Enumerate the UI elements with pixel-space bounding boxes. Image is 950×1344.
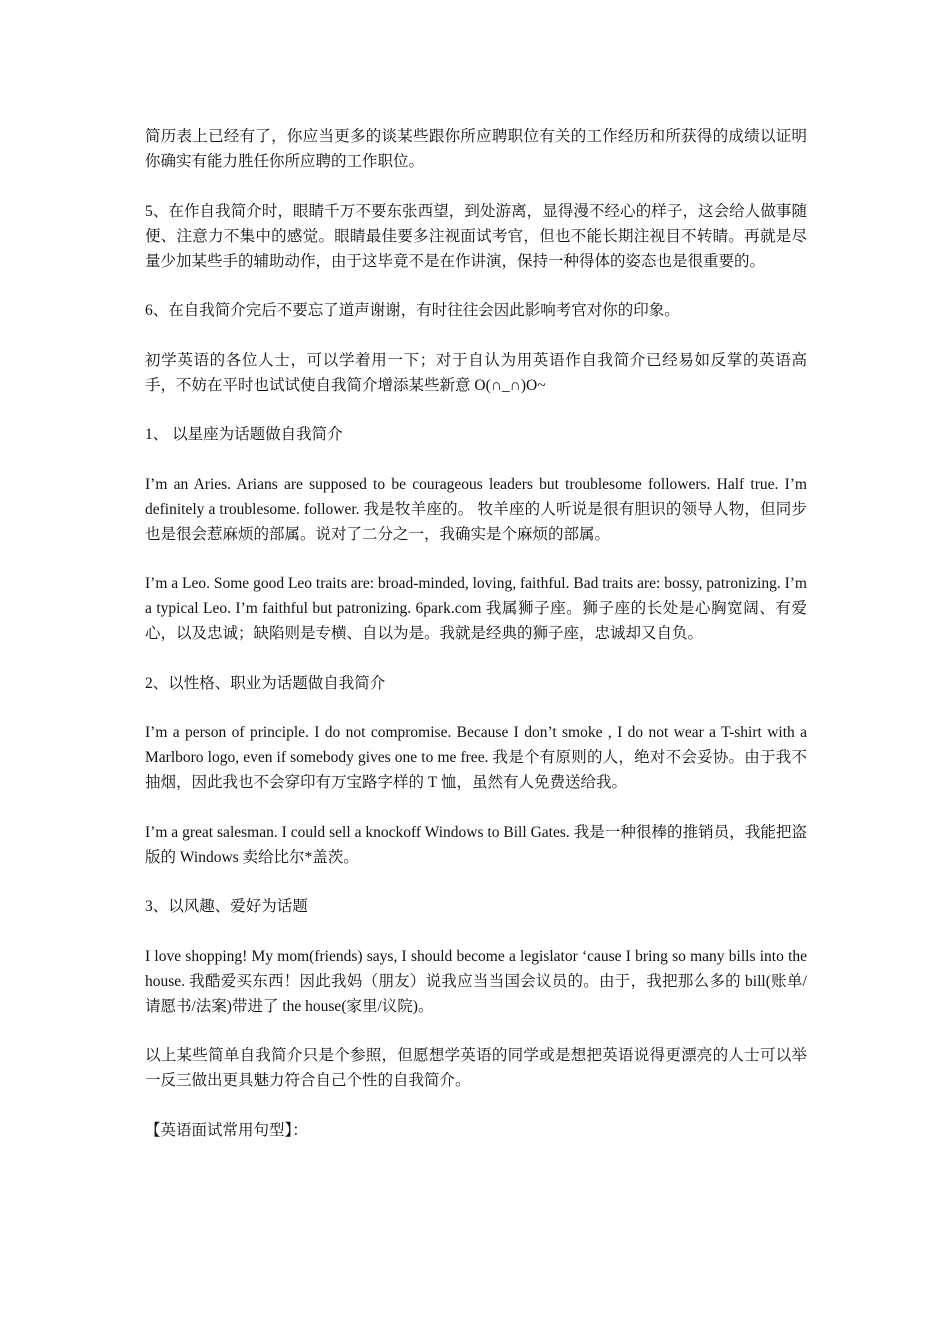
heading-personality-topic: 2、以性格、职业为话题做自我简介 (145, 674, 386, 692)
heading-zodiac-topic: 1、 以星座为话题做自我简介 (145, 426, 343, 443)
paragraph-principle-example: I’m a person of principle. I do not compromise. Because I don’t smoke , I do not wear a T-shirt with a Marlboro logo, even if somebody gives one to me free. 我是个有原则的人，绝对不会妥协。由于我不抽烟，因此我也不会穿印有万宝路字样的 T 恤，虽然有人免费送给我。 (145, 724, 807, 791)
heading-common-sentences: 【英语面试常用句型】： (145, 1121, 308, 1139)
paragraph-conclusion: 以上某些简单自我简介只是个参照，但愿想学英语的同学或是想把英语说得更漂亮的人士可以举一反三做出更具魅力符合自己个性的自我简介。 (145, 1047, 807, 1089)
paragraph-salesman-example: I’m a great salesman. I could sell a knockoff Windows to Bill Gates. 我是一种很棒的推销员，我能把盗版的 Windows 卖给比尔*盖茨。 (145, 823, 807, 866)
paragraph-shopping-example: I love shopping! My mom(friends) says, I should become a legislator ‘cause I bring so many bills into the house. 我酷爱买东西！因此我妈（朋友）说我应当当国会议员的。由于，我把那么多的 bill(账单/请愿书/法案)带进了 the house(家里/议院)。 (145, 947, 807, 1015)
document-body (145, 124, 807, 1143)
paragraph-resume-experience: 简历表上已经有了，你应当更多的谈某些跟你所应聘职位有关的工作经历和所获得的成绩以证明你确实有能力胜任你所应聘的工作职位。 (145, 128, 807, 170)
heading-hobby-topic: 3、以风趣、爱好为话题 (145, 898, 308, 915)
paragraph-aries-example: I’m an Aries. Arians are supposed to be courageous leaders but troublesome followers. Half true. I’m definitely a troublesome. follower. 我是牧羊座的。 牧羊座的人听说是很有胆识的领导人物，但同步也是很会惹麻烦的部属。说对了二分之一，我确实是个麻烦的部属。 (145, 475, 807, 543)
paragraph-intro-beginners: 初学英语的各位人士，可以学着用一下；对于自认为用英语作自我简介已经易如反掌的英语高手，不妨在平时也试试使自我简介增添某些新意 O(∩_∩)O~ (145, 351, 807, 394)
paragraph-tip-6-thanks: 6、在自我简介完后不要忘了道声谢谢，有时往往会因此影响考官对你的印象。 (145, 302, 680, 319)
paragraph-leo-example: I’m a Leo. Some good Leo traits are: broad-minded, loving, faithful. Bad traits are: bossy, patronizing. I’m a typical Leo. I’m faithful but patronizing. 6park.com 我属狮子座。狮子座的长处是心胸宽阔、有爱心，以及忠诚；缺陷则是专横、自以为是。我就是经典的狮子座，忠诚却又自负。 (145, 575, 807, 642)
paragraph-tip-5-eye-contact: 5、在作自我简介时，眼睛千万不要东张西望，到处游离，显得漫不经心的样子，这会给人做事随便、注意力不集中的感觉。眼睛最佳要多注视面试考官，但也不能长期注视目不转睛。再就是尽量少加某些手的辅助动作，由于这毕竟不是在作讲演，保持一种得体的姿态也是很重要的。 (145, 202, 807, 270)
